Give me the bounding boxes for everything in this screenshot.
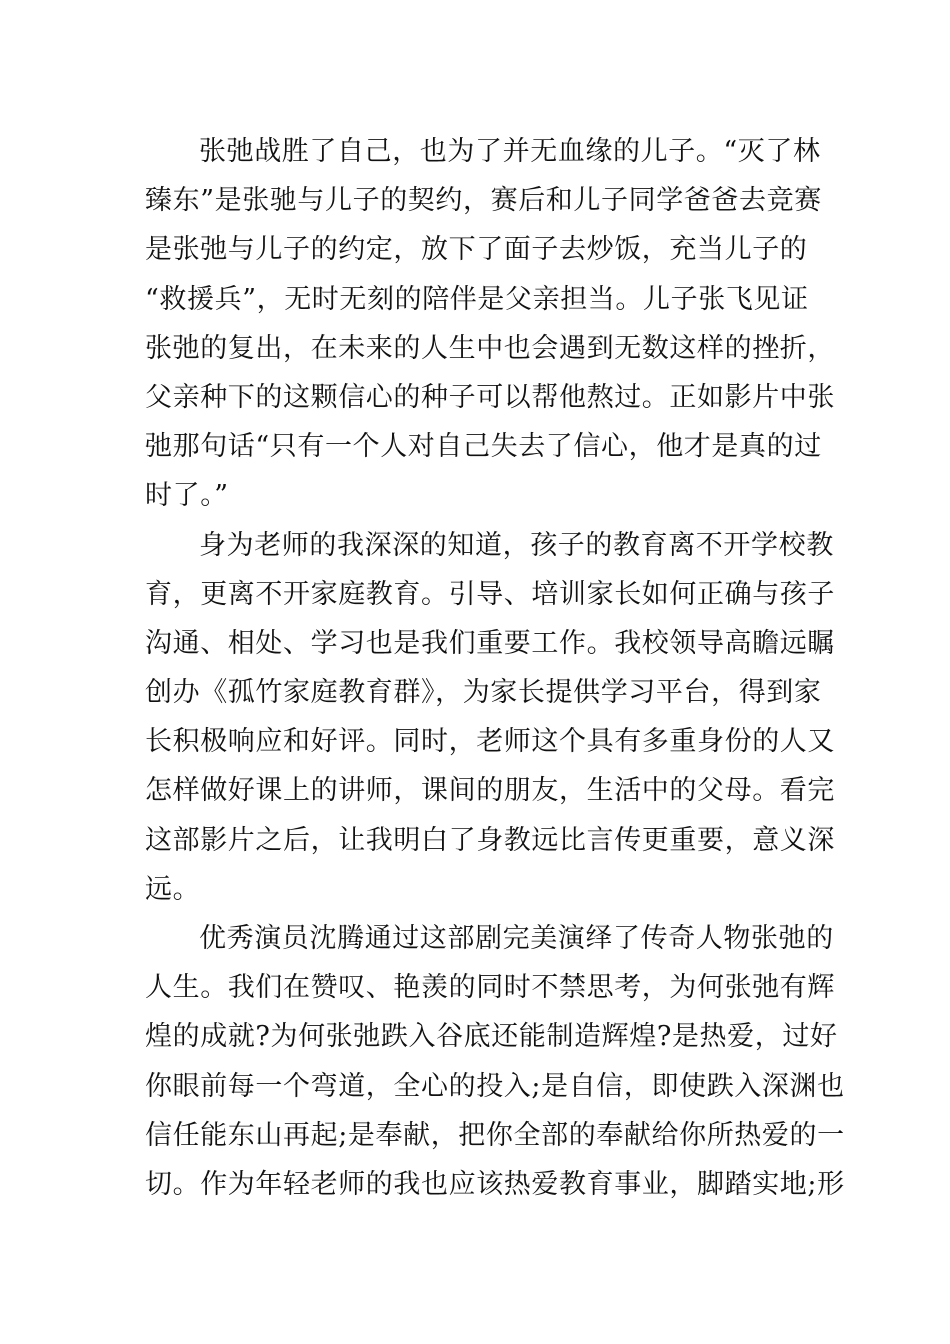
text-line: 弛那句话“只有一个人对自己失去了信心，他才是真的过 — [145, 431, 822, 463]
text-line: 人生。我们在赞叹、艳羡的同时不禁思考，为何张弛有辉 — [145, 972, 835, 1004]
text-line: “救援兵”，无时无刻的陪伴是父亲担当。儿子张飞见证 — [145, 283, 809, 315]
text-line: 这部影片之后，让我明白了身教远比言传更重要，意义深 — [145, 824, 835, 856]
text-line: 切。作为年轻老师的我也应该热爱教育事业，脚踏实地;形 — [145, 1168, 845, 1200]
text-line: 信任能东山再起;是奉献，把你全部的奉献给你所热爱的一 — [145, 1119, 845, 1151]
paragraph-2 — [145, 521, 835, 915]
text-line: 优秀演员沈腾通过这部剧完美演绎了传奇人物张弛的 — [199, 923, 834, 954]
text-line: 是张弛与儿子的约定，放下了面子去炒饭，充当儿子的 — [145, 234, 808, 266]
text-line: 父亲种下的这颗信心的种子可以帮他熬过。正如影片中张 — [145, 381, 835, 413]
paragraph-3 — [145, 914, 845, 1209]
text-line: 长积极响应和好评。同时，老师这个具有多重身份的人又 — [145, 726, 835, 758]
text-line: 时了。” — [145, 480, 229, 512]
text-line: 身为老师的我深深的知道，孩子的教育离不开学校教 — [199, 529, 834, 561]
text-line: 育，更离不开家庭教育。引导、培训家长如何正确与孩子 — [145, 578, 835, 610]
text-line: 怎样做好课上的讲师，课间的朋友，生活中的父母。看完 — [145, 775, 835, 807]
text-line: 沟通、相处、学习也是我们重要工作。我校领导高瞻远瞩 — [145, 627, 835, 659]
document-page — [145, 127, 845, 1209]
text-line: 臻东”是张驰与儿子的契约，赛后和儿子同学爸爸去竞赛 — [145, 185, 822, 217]
text-line: 你眼前每一个弯道，全心的投入;是自信，即使跌入深渊也 — [145, 1070, 845, 1102]
text-line: 张弛的复出，在未来的人生中也会遇到无数这样的挫折， — [145, 332, 835, 364]
text-line: 张弛战胜了自己，也为了并无血缘的儿子。“灭了林 — [199, 136, 821, 167]
text-line: 远。 — [145, 873, 201, 905]
text-line: 煌的成就?为何张弛跌入谷底还能制造辉煌?是热爱，过好 — [145, 1021, 838, 1053]
paragraph-1 — [145, 127, 835, 521]
text-line: 创办《孤竹家庭教育群》，为家长提供学习平台，得到家 — [145, 677, 822, 709]
